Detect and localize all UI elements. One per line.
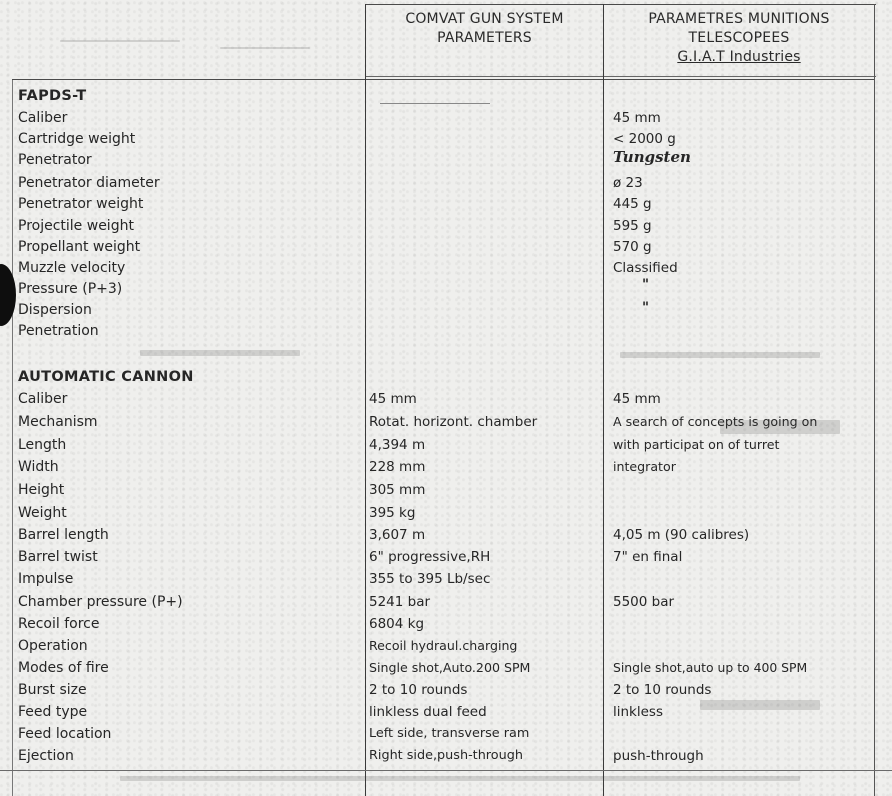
table-row (0, 148, 892, 174)
table-row (0, 594, 892, 616)
table-row (0, 549, 892, 571)
comvat-value: Rotat. horizont. chamber (369, 414, 538, 430)
scan-line (380, 103, 490, 104)
row-label: Penetration (18, 323, 99, 339)
table-row (0, 482, 892, 504)
table-row (0, 218, 892, 240)
giat-value: with participat on of turret (613, 437, 780, 452)
section-title-fapds: FAPDS-T (18, 88, 87, 104)
row-label: Propellant weight (18, 239, 141, 255)
row-label: Feed type (18, 704, 88, 720)
giat-value: 445 g (613, 196, 652, 212)
giat-value: Classified (613, 260, 678, 276)
row-label: Operation (18, 638, 88, 654)
row-label: Weight (18, 505, 67, 521)
table-bottom-rule (0, 770, 892, 771)
section-heading-row (0, 88, 892, 110)
row-label: Ejection (18, 748, 74, 764)
table-row (0, 196, 892, 218)
table-row (0, 527, 892, 549)
table-row (0, 175, 892, 197)
table-row (0, 277, 892, 303)
comvat-value: 6" progressive,RH (369, 549, 491, 565)
table-row (0, 459, 892, 481)
table-row (0, 616, 892, 638)
row-label: Burst size (18, 682, 87, 698)
section-title-automatic-cannon: AUTOMATIC CANNON (18, 369, 194, 385)
table-row (0, 660, 892, 682)
comvat-value: 5241 bar (369, 594, 431, 610)
row-label: Muzzle velocity (18, 260, 126, 276)
header-line: COMVAT GUN SYSTEM (405, 11, 564, 27)
comvat-value: 4,394 m (369, 437, 426, 453)
scan-noise (700, 700, 820, 710)
giat-value: ø 23 (613, 175, 643, 191)
row-label: Width (18, 459, 59, 475)
row-label: Barrel length (18, 527, 109, 543)
comvat-value: 6804 kg (369, 616, 425, 632)
giat-value-handwritten: Tungsten (613, 148, 691, 166)
table-row (0, 260, 892, 282)
header-top-rule (366, 4, 876, 5)
header-line: G.I.A.T Industries (677, 49, 801, 65)
row-label: Projectile weight (18, 218, 134, 234)
row-label: Mechanism (18, 414, 98, 430)
table-row (0, 131, 892, 153)
header-bottom-rule (12, 79, 874, 80)
comvat-value: 355 to 395 Lb/sec (369, 571, 491, 587)
giat-value: 7" en final (613, 549, 683, 565)
column-header-comvat (366, 10, 603, 48)
comvat-value: Single shot,Auto.200 SPM (369, 660, 531, 675)
row-label: Penetrator (18, 152, 92, 168)
giat-value: 570 g (613, 239, 652, 255)
giat-value: 2 to 10 rounds (613, 682, 712, 698)
giat-value: integrator (613, 459, 676, 474)
giat-value: 4,05 m (90 calibres) (613, 527, 750, 543)
giat-value: 45 mm (613, 391, 661, 407)
row-label: Height (18, 482, 65, 498)
section-heading-row (0, 369, 892, 391)
row-label: Caliber (18, 110, 68, 126)
giat-value-ditto: " (642, 277, 650, 293)
giat-value: < 2000 g (613, 131, 676, 147)
comvat-value: 3,607 m (369, 527, 426, 543)
giat-value-ditto: " (642, 300, 650, 316)
giat-value: linkless (613, 704, 663, 720)
giat-value: push-through (613, 748, 704, 764)
table-row (0, 302, 892, 324)
comvat-value: 2 to 10 rounds (369, 682, 468, 698)
comvat-value: Right side,push-through (369, 748, 523, 763)
row-label: Dispersion (18, 302, 92, 318)
row-label: Modes of fire (18, 660, 109, 676)
comvat-value: 228 mm (369, 459, 426, 475)
giat-value: 45 mm (613, 110, 661, 126)
scan-noise (720, 420, 840, 434)
comvat-value: 305 mm (369, 482, 426, 498)
row-label: Feed location (18, 726, 112, 742)
table-row (0, 571, 892, 593)
giat-value: 595 g (613, 218, 652, 234)
comvat-value: linkless dual feed (369, 704, 487, 720)
comvat-value: 45 mm (369, 391, 417, 407)
row-label: Barrel twist (18, 549, 98, 565)
comvat-value: Left side, transverse ram (369, 726, 530, 741)
table-row (0, 748, 892, 770)
scan-noise (120, 776, 800, 781)
header-line: PARAMETERS (437, 30, 532, 46)
column-header-giat (604, 10, 874, 67)
table-row (0, 110, 892, 132)
giat-value: Single shot,auto up to 400 SPM (613, 660, 808, 675)
row-label: Penetrator diameter (18, 175, 160, 191)
header-bottom-rule-2 (366, 76, 876, 77)
row-label: Pressure (P+3) (18, 281, 123, 297)
scan-noise (140, 350, 300, 356)
row-label: Penetrator weight (18, 196, 144, 212)
table-row (0, 726, 892, 748)
table-row (0, 391, 892, 413)
table-row (0, 437, 892, 459)
table-row (0, 323, 892, 345)
row-label: Length (18, 437, 67, 453)
row-label: Impulse (18, 571, 74, 587)
table-row (0, 505, 892, 527)
header-line: TELESCOPEES (688, 30, 790, 46)
row-label: Cartridge weight (18, 131, 136, 147)
row-label: Recoil force (18, 616, 100, 632)
row-label: Chamber pressure (P+) (18, 594, 183, 610)
comvat-value: 395 kg (369, 505, 416, 521)
comvat-value: Recoil hydraul.charging (369, 638, 518, 653)
scan-noise (620, 352, 820, 358)
row-label: Caliber (18, 391, 68, 407)
scan-noise (220, 47, 310, 49)
header-line: PARAMETRES MUNITIONS (648, 11, 830, 27)
giat-value: 5500 bar (613, 594, 675, 610)
table-row (0, 638, 892, 660)
table-row (0, 239, 892, 261)
scan-noise (60, 40, 180, 42)
giat-value: A search of concepts is going on (613, 414, 818, 429)
